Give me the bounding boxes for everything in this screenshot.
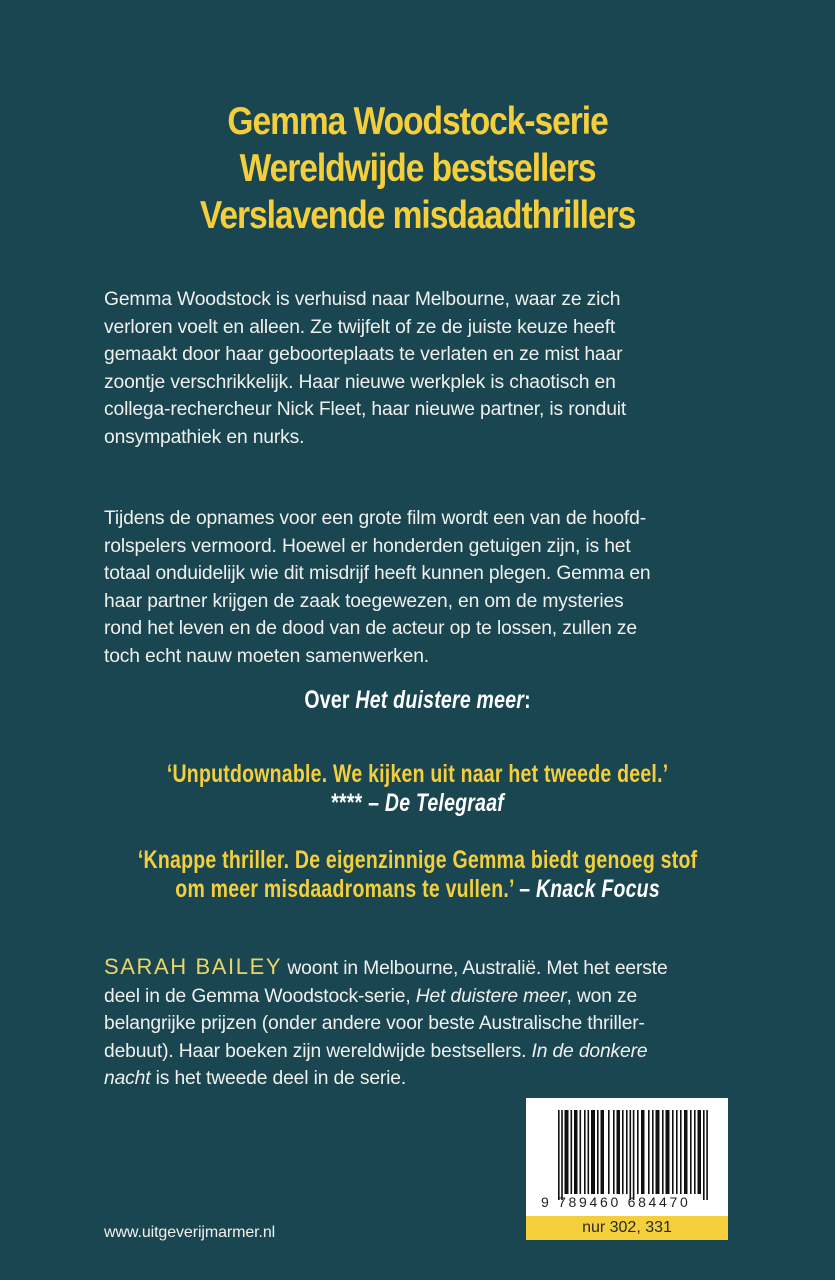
text-line: Tijdens de opnames voor een grote film wordt een van de hoofd- bbox=[104, 508, 646, 529]
reviews-heading-title: Het duistere meer bbox=[355, 686, 525, 714]
text-line: zoontje verschrikkelijk. Haar nieuwe werkplek is chaotisch en bbox=[104, 371, 616, 393]
bio-text: is het tweede deel in de serie. bbox=[150, 1068, 407, 1090]
synopsis-paragraph-1 bbox=[104, 286, 744, 452]
text-line: haar partner krijgen de zaak toegewezen, en om de mysteries bbox=[104, 590, 624, 612]
text-line: rolspelers vermoord. Hoewel er honderden getuigen zijn, is het bbox=[104, 535, 631, 557]
quote-text-line-1: ‘Knappe thriller. De eigenzinnige Gemma biedt genoeg stof bbox=[137, 846, 698, 874]
bio-text: deel in de Gemma Woodstock-serie, bbox=[104, 985, 416, 1007]
bio-line-5 bbox=[104, 1065, 744, 1093]
text-line: rond het leven en de dood van de acteur op te lossen, zullen ze bbox=[104, 618, 637, 640]
reviews-heading-prefix: Over bbox=[304, 686, 356, 714]
quote-text-line-2 bbox=[92, 875, 743, 904]
quote-source: Knack Focus bbox=[535, 875, 660, 903]
book-title: In de donkere bbox=[531, 1040, 648, 1062]
quote-text: ‘Unputdownable. We kijken uit naar het tweede deel.’ bbox=[166, 760, 669, 788]
bio-line-1 bbox=[104, 953, 744, 983]
bio-line-3: belangrijke prijzen (onder andere voor beste Australische thriller- bbox=[104, 1013, 645, 1035]
text-line: gemaakt door haar geboorteplaats te verlaten en ze mist haar bbox=[104, 344, 623, 366]
headline-line-3: Verslavende misdaadthrillers bbox=[199, 194, 636, 237]
headline-line-2: Wereldwijde bestsellers bbox=[239, 147, 596, 190]
barcode-icon bbox=[558, 1110, 708, 1200]
rating-stars: **** bbox=[331, 789, 363, 817]
bio-text: woont in Melbourne, Australië. Met het eerste bbox=[282, 958, 668, 979]
reviews-heading bbox=[92, 686, 743, 715]
quote-attribution bbox=[92, 789, 743, 818]
quote-text: om meer misdaadromans te vullen.’ bbox=[175, 875, 514, 903]
isbn-barcode bbox=[526, 1098, 728, 1240]
book-title: nacht bbox=[104, 1068, 151, 1090]
text-line: Gemma Woodstock is verhuisd naar Melbourne, waar ze zich bbox=[104, 289, 621, 310]
review-quote-1 bbox=[92, 760, 743, 818]
text-line: toch echt nauw moeten samenwerken. bbox=[104, 645, 430, 667]
synopsis-paragraph-2 bbox=[104, 505, 744, 671]
bio-line-2 bbox=[104, 983, 744, 1011]
text-line: onsympathiek en nurks. bbox=[104, 426, 305, 448]
series-headline bbox=[59, 98, 777, 239]
bio-line-4 bbox=[104, 1038, 744, 1066]
headline-line-1: Gemma Woodstock-serie bbox=[227, 100, 608, 143]
dash: – bbox=[362, 789, 385, 817]
nur-code: nur 302, 331 bbox=[526, 1216, 728, 1240]
bio-text: , won ze bbox=[566, 985, 638, 1007]
dash: – bbox=[513, 875, 536, 903]
review-quote-2 bbox=[92, 846, 743, 904]
reviews-heading-suffix: : bbox=[524, 686, 531, 714]
isbn-number: 9 789460 684470 bbox=[541, 1194, 691, 1210]
book-title: Het duistere meer bbox=[415, 985, 567, 1007]
author-bio bbox=[104, 953, 744, 1093]
text-line: verloren voelt en alleen. Ze twijfelt of ze de juiste keuze heeft bbox=[104, 316, 616, 338]
text-line: totaal onduidelijk wie dit misdrijf heeft kunnen plegen. Gemma en bbox=[104, 563, 651, 585]
bio-text: debuut). Haar boeken zijn wereldwijde bestsellers. bbox=[104, 1040, 532, 1062]
author-name: SARAH BAILEY bbox=[104, 954, 283, 979]
text-line: collega-rechercheur Nick Fleet, haar nieuwe partner, is ronduit bbox=[104, 399, 627, 421]
publisher-url[interactable]: www.uitgeverijmarmer.nl bbox=[104, 1224, 276, 1241]
quote-source: De Telegraaf bbox=[384, 789, 505, 817]
